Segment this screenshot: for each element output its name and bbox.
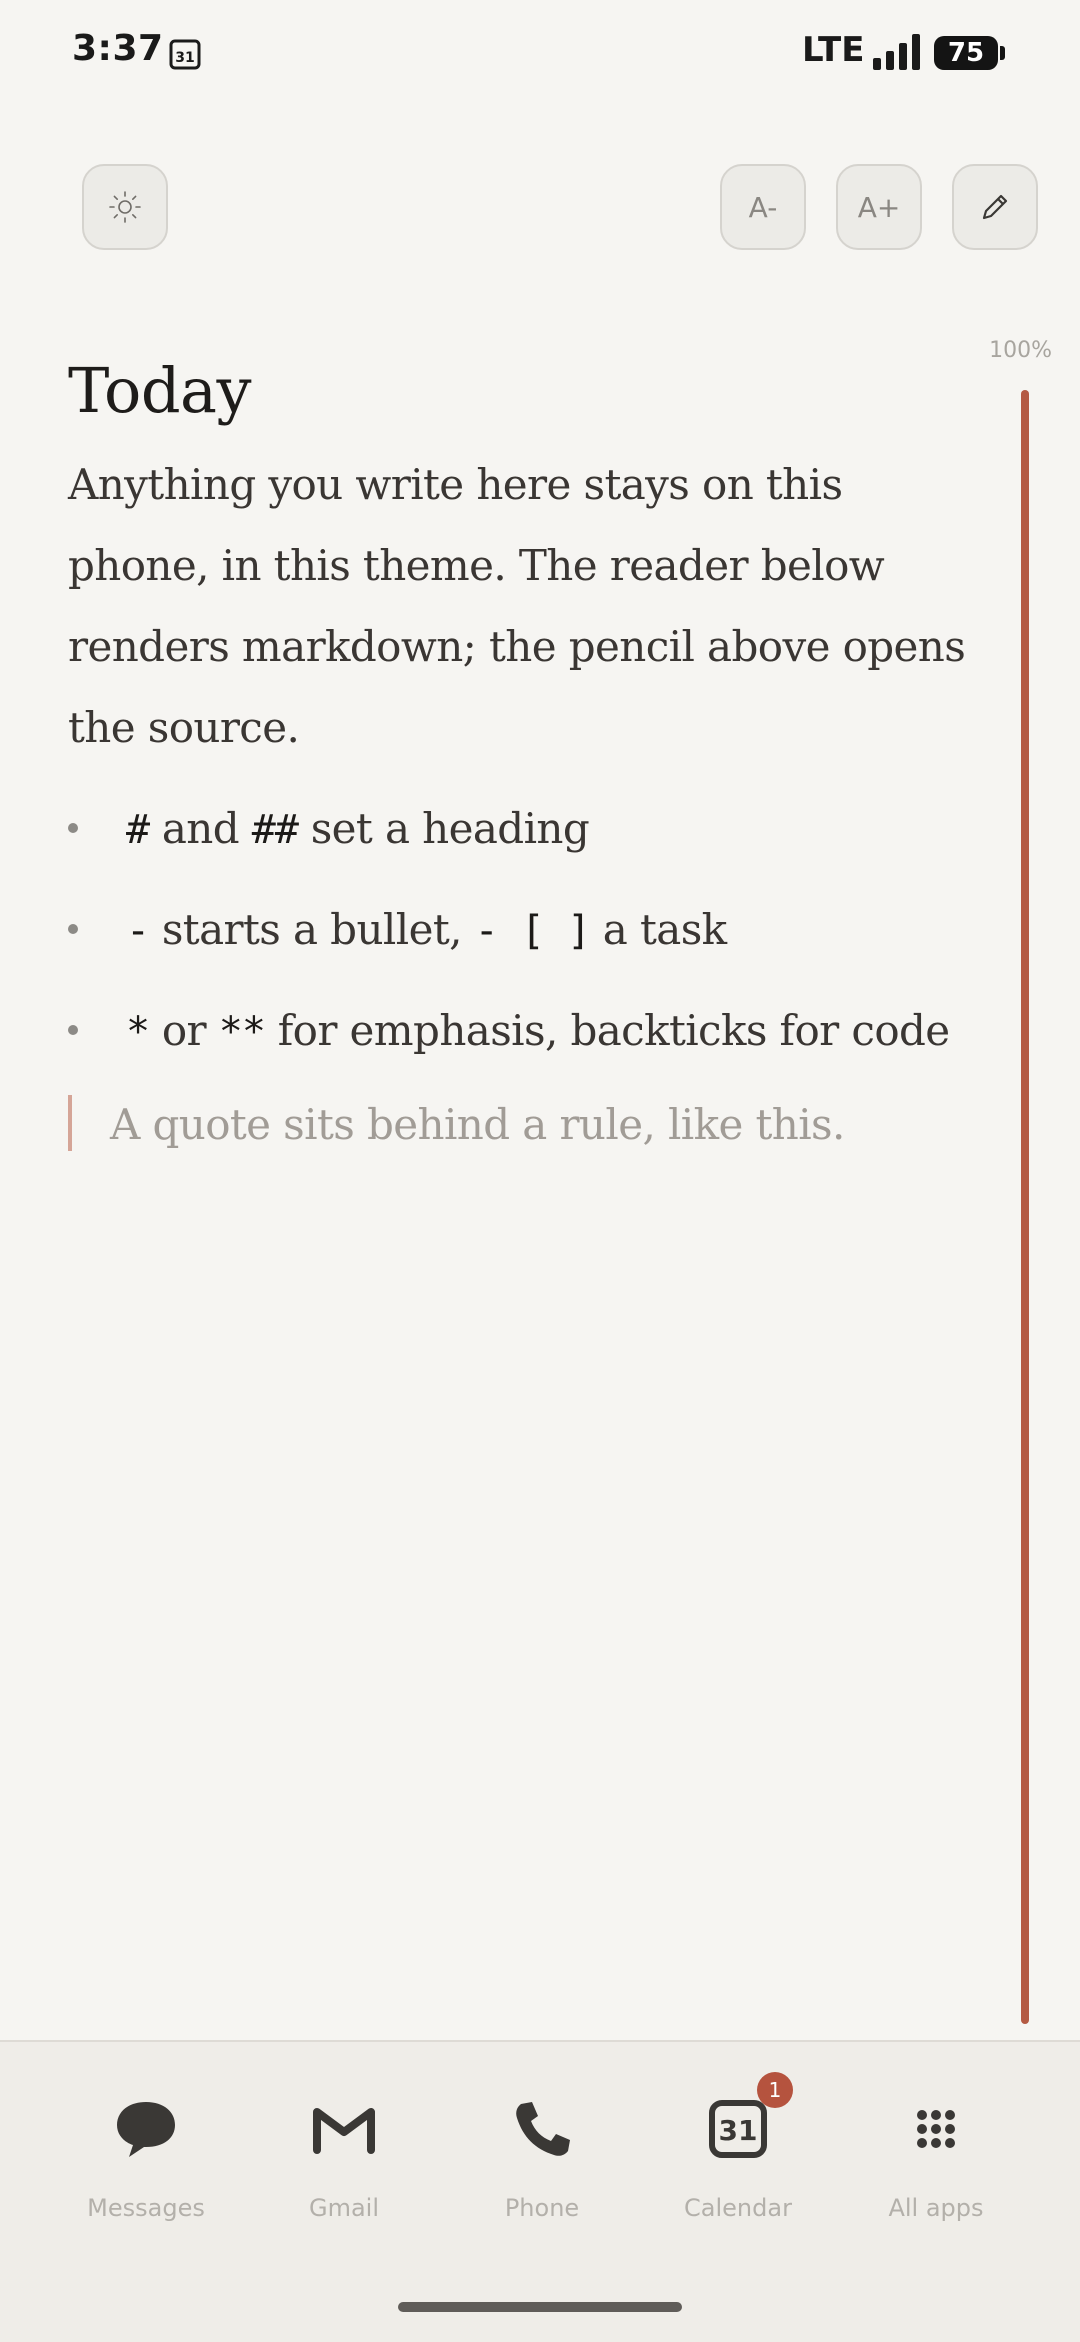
pencil-icon: [978, 190, 1012, 224]
list-item-text: set a heading: [297, 804, 590, 853]
sun-icon: [108, 190, 142, 224]
battery-level: 75: [934, 36, 998, 70]
messages-icon: [111, 2094, 181, 2164]
battery-tip: [1000, 46, 1005, 60]
bullet-dot: [68, 823, 78, 833]
battery-icon: [934, 36, 1006, 70]
inline-code: -: [126, 908, 150, 954]
blockquote: [68, 1089, 988, 1161]
list-item: [68, 778, 988, 879]
dock-label: Calendar: [684, 2194, 792, 2222]
reading-progress-fill: [1021, 390, 1029, 2024]
dock-label: All apps: [888, 2194, 984, 2222]
dock-item-calendar[interactable]: [648, 2078, 828, 2222]
inline-code: **: [218, 1009, 265, 1055]
home-indicator[interactable]: [398, 2302, 682, 2312]
inline-code: - [ ]: [474, 908, 591, 954]
dock-label: Gmail: [308, 2194, 380, 2222]
dock-label: Messages: [87, 2194, 205, 2222]
theme-toggle-button[interactable]: [82, 164, 168, 250]
dock-item-gmail[interactable]: [254, 2094, 434, 2222]
signal-icon: [873, 34, 923, 70]
calendar-notification-icon: [169, 38, 201, 70]
all-apps-icon: [901, 2094, 971, 2164]
dock-item-all-apps[interactable]: [846, 2094, 1026, 2222]
gmail-icon: [309, 2094, 379, 2164]
calendar-date: 31: [718, 2114, 758, 2147]
inline-code: ##: [251, 807, 298, 853]
status-bar: [0, 0, 1080, 110]
list-item-text: and: [149, 804, 252, 853]
app-dock: [0, 2040, 1080, 2342]
font-increase-button[interactable]: A+: [836, 164, 922, 250]
status-time: 3:37: [72, 28, 164, 69]
bullet-list: [68, 778, 988, 1081]
quote-text: A quote sits behind a rule, like this.: [110, 1100, 845, 1149]
network-type: LTE: [802, 30, 865, 70]
inline-code: #: [126, 807, 150, 853]
list-item: [68, 879, 988, 980]
list-item-text: starts a bullet,: [149, 905, 475, 954]
markdown-reader: [68, 348, 988, 1161]
dock-item-phone[interactable]: [452, 2094, 632, 2222]
dock-label: Phone: [504, 2194, 580, 2222]
bullet-dot: [68, 1025, 78, 1035]
list-item-text: a task: [590, 905, 727, 954]
phone-icon: [507, 2094, 577, 2164]
bullet-dot: [68, 924, 78, 934]
calendar-notification-text: 31: [175, 50, 195, 66]
list-item: [68, 980, 988, 1081]
notification-badge: 1: [757, 2072, 793, 2108]
list-item-text: or: [149, 1006, 219, 1055]
dock-item-messages[interactable]: [56, 2094, 236, 2222]
document-paragraph: Anything you write here stays on this phone, in this theme. The reader below renders markdown; the pencil above opens the source.: [68, 460, 966, 752]
edit-source-button[interactable]: [952, 164, 1038, 250]
document-title: Today: [68, 354, 252, 427]
reading-progress-label: 100%: [989, 338, 1052, 363]
calendar-icon: [703, 2078, 782, 2164]
font-decrease-button[interactable]: A-: [720, 164, 806, 250]
inline-code: *: [126, 1009, 150, 1055]
quote-rule: [68, 1095, 72, 1151]
reading-progress-track[interactable]: [1021, 390, 1029, 2024]
list-item-text: for emphasis, backticks for code: [264, 1006, 950, 1055]
